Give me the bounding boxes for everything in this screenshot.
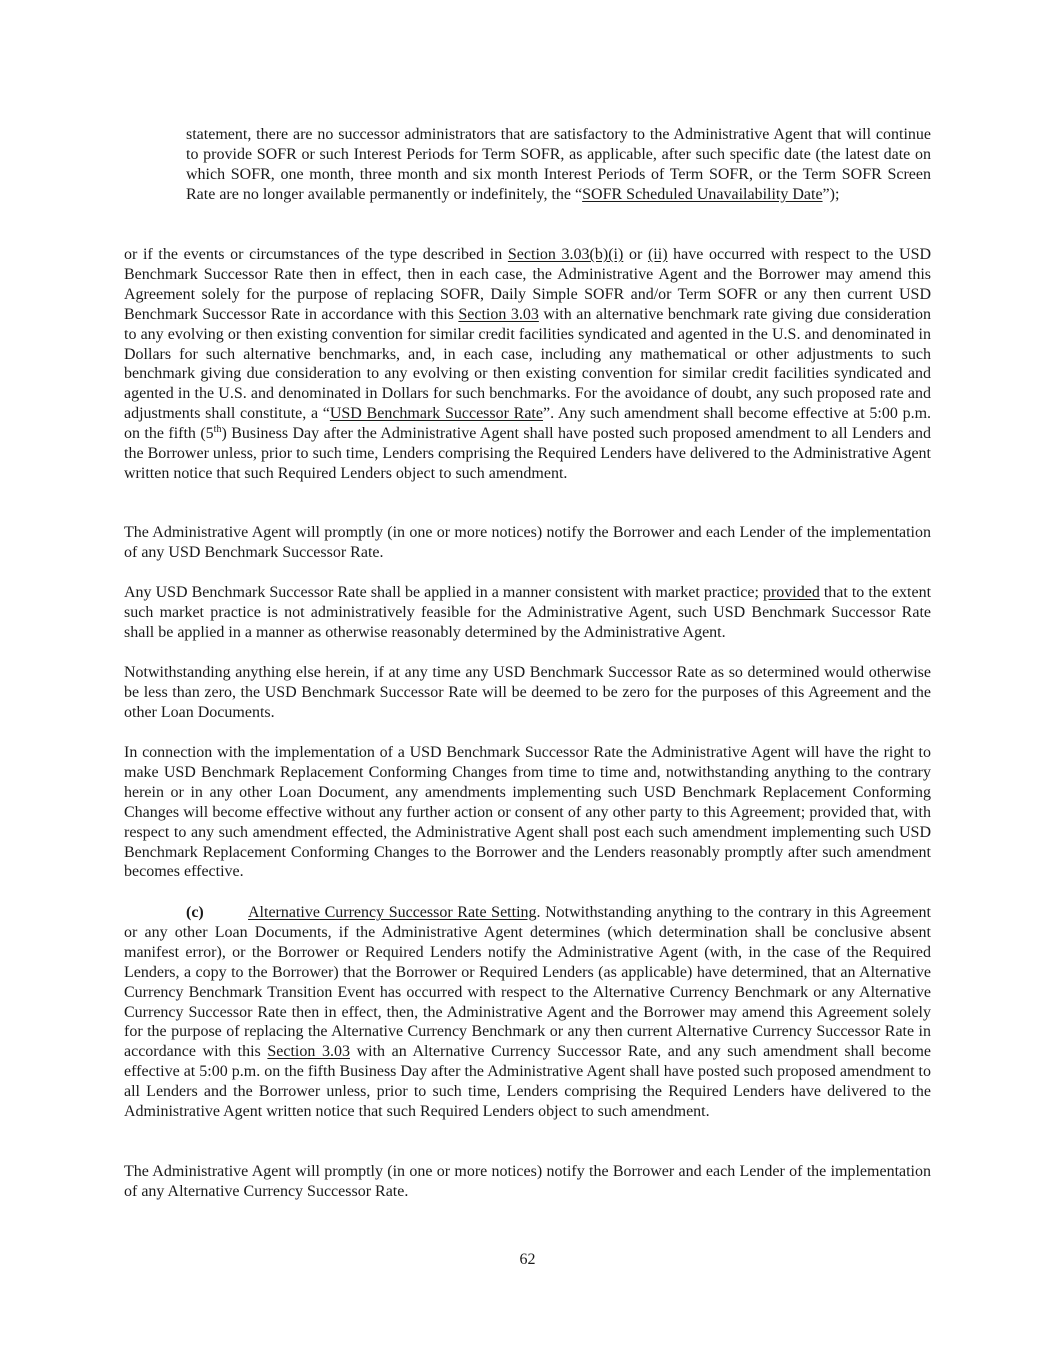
subsection-label: (c) bbox=[186, 904, 204, 921]
section-reference: (ii) bbox=[647, 246, 668, 263]
paragraph-notify-usd: The Administrative Agent will promptly (in one or more notices) notify the Borrower and each Lender of the implementation of any USD Benchmark Successor Rate. bbox=[124, 524, 931, 561]
paragraph-alternative-currency bbox=[124, 903, 931, 1122]
text-run: Any USD Benchmark Successor Rate shall be applied in a manner consistent with market practice; bbox=[124, 584, 763, 601]
text-run: that to the extent such market practice is not administratively feasible for the Administrative Agent, such USD Benchmark Successor Rate shall be applied in a manner as otherwise reasonably determined by the Administrative Agent. bbox=[124, 584, 932, 641]
paragraph-market-practice bbox=[124, 583, 931, 643]
paragraph-notify-alternative: The Administrative Agent will promptly (in one or more notices) notify the Borrower and each Lender of the implementation of any Alternative Currency Successor Rate. bbox=[124, 1163, 931, 1200]
section-reference: Section 3.03(b)(i) bbox=[507, 246, 624, 263]
page-number: 62 bbox=[519, 1251, 536, 1268]
text-run: with an alternative benchmark rate giving due consideration to any evolving or then existing convention for similar credit facilities syndicated and agented in the U.S. and denominated in Dollars for such alternative benchmarks, and, in each case, including any mathematical or other adjustments to such benchmark giving due consideration to any evolving or then existing convention for similar credit facilities syndicated and agented in the U.S. and denominated in Dollars for such benchmarks. For the avoidance of doubt, any such proposed rate and adjustments shall constitute, a “ bbox=[124, 305, 932, 423]
section-reference: Section 3.03 bbox=[458, 305, 539, 323]
paragraph-conforming-changes: In connection with the implementation of a USD Benchmark Successor Rate the Administrative Agent will have the right to make USD Benchmark Replacement Conforming Changes from time to time and, notwithstanding anything to the contrary herein or in any other Loan Document, any amendments implementing such USD Benchmark Replacement Conforming Changes will become effective without any further action or consent of any other party to this Agreement; provided that, with respect to any such amendment effected, the Administrative Agent shall post each such amendment implementing such USD Benchmark Replacement Conforming Changes to the Borrower and the Lenders reasonably promptly after such amendment becomes effective. bbox=[124, 744, 931, 881]
text-run: or bbox=[623, 246, 648, 263]
text-run: statement, there are no successor administrators that are satisfactory to the Administrative Agent that will continue to provide SOFR or such Interest Periods for Term SOFR, as applicable, after such specific date (the latest date on which SOFR, one month, three month and six month Interest Periods of Term SOFR, or the Term SOFR Screen Rate are no longer available permanently or indefinitely, the “ bbox=[186, 126, 931, 203]
text-run: ”. Any such amendment shall become effective at 5:00 p.m. on the fifth (5 bbox=[124, 405, 932, 443]
text-run: have occurred with respect to the USD Benchmark Successor Rate then in effect, then in each case, the Administrative Agent and the Borrower may amend this Agreement solely for the purpose of replacing SOFR, Daily Simple SOFR and/or Term SOFR or any then current USD Benchmark Successor Rate in accordance with this bbox=[124, 246, 932, 323]
subsection-heading: Alternative Currency Successor Rate Setting bbox=[248, 904, 537, 921]
text-run: . Notwithstanding anything to the contrary in this Agreement or any other Loan Documents, if the Administrative Agent determines (which determination shall be conclusive absent manifest error), or the Borrower or Required Lenders notify the Administrative Agent (with, in the case of the Required Lenders, a copy to the Borrower) that the Borrower or Required Lenders (as applicable) have determined, that an Alternative Currency Benchmark Transition Event has occurred with respect to the Alternative Currency Benchmark or any Alternative Currency Successor Rate then in effect, then, the Administrative Agent and the Borrower may amend this Agreement solely for the purpose of replacing the Alternative Currency Benchmark or any then current Alternative Currency Successor Rate in accordance with this bbox=[124, 904, 932, 1061]
defined-term: USD Benchmark Successor Rate bbox=[329, 405, 543, 423]
text-run: ) Business Day after the Administrative Agent shall have posted such proposed amendment to all Lenders and the Borrower unless, prior to such time, Lenders comprising the Required Lenders have delivered to the Administrative Agent written notice that such Required Lenders object to such amendment. bbox=[124, 425, 932, 482]
section-reference: Section 3.03 bbox=[267, 1043, 350, 1061]
text-run: with an Alternative Currency Successor Rate, and any such amendment shall become effective at 5:00 p.m. on the fifth Business Day after the Administrative Agent shall have posted such proposed amendment to all Lenders and the Borrower unless, prior to such time, Lenders comprising the Required Lenders have delivered to the Administrative Agent written notice that such Required Lenders object to such amendment. bbox=[124, 1043, 932, 1121]
paragraph-usd-successor-rate bbox=[124, 245, 931, 484]
proviso-term: provided bbox=[762, 584, 820, 601]
paragraph-sofr-unavailability bbox=[186, 125, 931, 205]
text-run: or if the events or circumstances of the type described in bbox=[124, 246, 508, 263]
paragraph-zero-floor: Notwithstanding anything else herein, if at any time any USD Benchmark Successor Rate as so determined would otherwise be less than zero, the USD Benchmark Successor Rate will be deemed to be zero for the purposes of this Agreement and the other Loan Documents. bbox=[124, 664, 931, 721]
ordinal-superscript: th bbox=[213, 424, 222, 436]
text-run: ”); bbox=[822, 185, 840, 203]
defined-term: SOFR Scheduled Unavailability Date bbox=[582, 185, 823, 203]
